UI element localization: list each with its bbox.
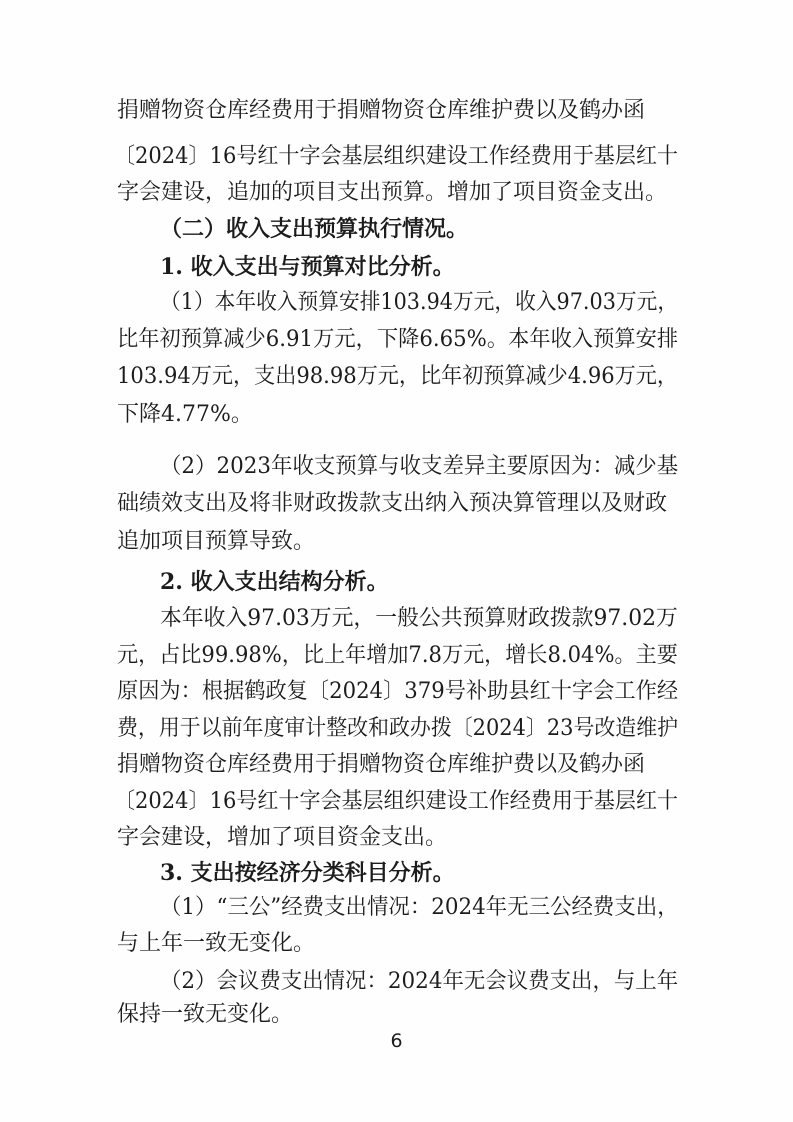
body-line: 〔2024〕16号红十字会基层组织建设工作经费用于基层红十 [114, 144, 679, 169]
body-line: 础绩效支出及将非财政拨款支出纳入预决算管理以及财政 [117, 491, 668, 516]
body-line: 原因为：根据鹤政复〔2024〕379号补助县红十字会工作经 [117, 679, 679, 704]
body-line: 〔2024〕16号红十字会基层组织建设工作经费用于基层红十 [114, 789, 679, 814]
body-line: 捐赠物资仓库经费用于捐赠物资仓库维护费以及鹤办函 [117, 98, 646, 123]
body-line: （2）会议费支出情况：2024年无会议费支出，与上年 [160, 969, 679, 994]
body-line: 捐赠物资仓库经费用于捐赠物资仓库维护费以及鹤办函 [117, 752, 646, 777]
page-number: 6 [390, 1030, 403, 1052]
body-line: 字会建设，增加了项目资金支出。 [117, 825, 448, 850]
body-line: 与上年一致无变化。 [117, 931, 316, 956]
body-line: 下降4.77%。 [117, 402, 253, 427]
body-line: 字会建设，追加的项目支出预算。增加了项目资金支出。 [117, 180, 668, 205]
body-line: 追加项目预算导致。 [117, 529, 316, 554]
body-line: 费，用于以前年度审计整改和政办拨〔2024〕23号改造维护 [117, 716, 679, 741]
body-line: 比年初预算减少6.91万元，下降6.65%。本年收入预算安排 [117, 327, 679, 352]
section-heading: （二）收入支出预算执行情况。 [160, 216, 469, 242]
body-line: 元，占比99.98%，比上年增加7.8万元，增长8.04%。主要 [117, 643, 678, 668]
subsection-heading: 1. 收入支出与预算对比分析。 [160, 254, 455, 280]
subsection-heading: 2. 收入支出结构分析。 [160, 569, 389, 595]
body-line: 保持一致无变化。 [117, 1002, 294, 1027]
body-line: 本年收入97.03万元，一般公共预算财政拨款97.02万 [160, 606, 678, 631]
body-line: （1）“三公”经费支出情况：2024年无三公经费支出， [160, 895, 679, 920]
subsection-heading: 3. 支出按经济分类科目分析。 [160, 860, 455, 886]
body-line: 103.94万元，支出98.98万元，比年初预算减少4.96万元， [117, 364, 678, 389]
body-line: （2）2023年收支预算与收支差异主要原因为：减少基 [160, 454, 679, 479]
body-line: （1）本年收入预算安排103.94万元，收入97.03万元， [160, 290, 679, 315]
